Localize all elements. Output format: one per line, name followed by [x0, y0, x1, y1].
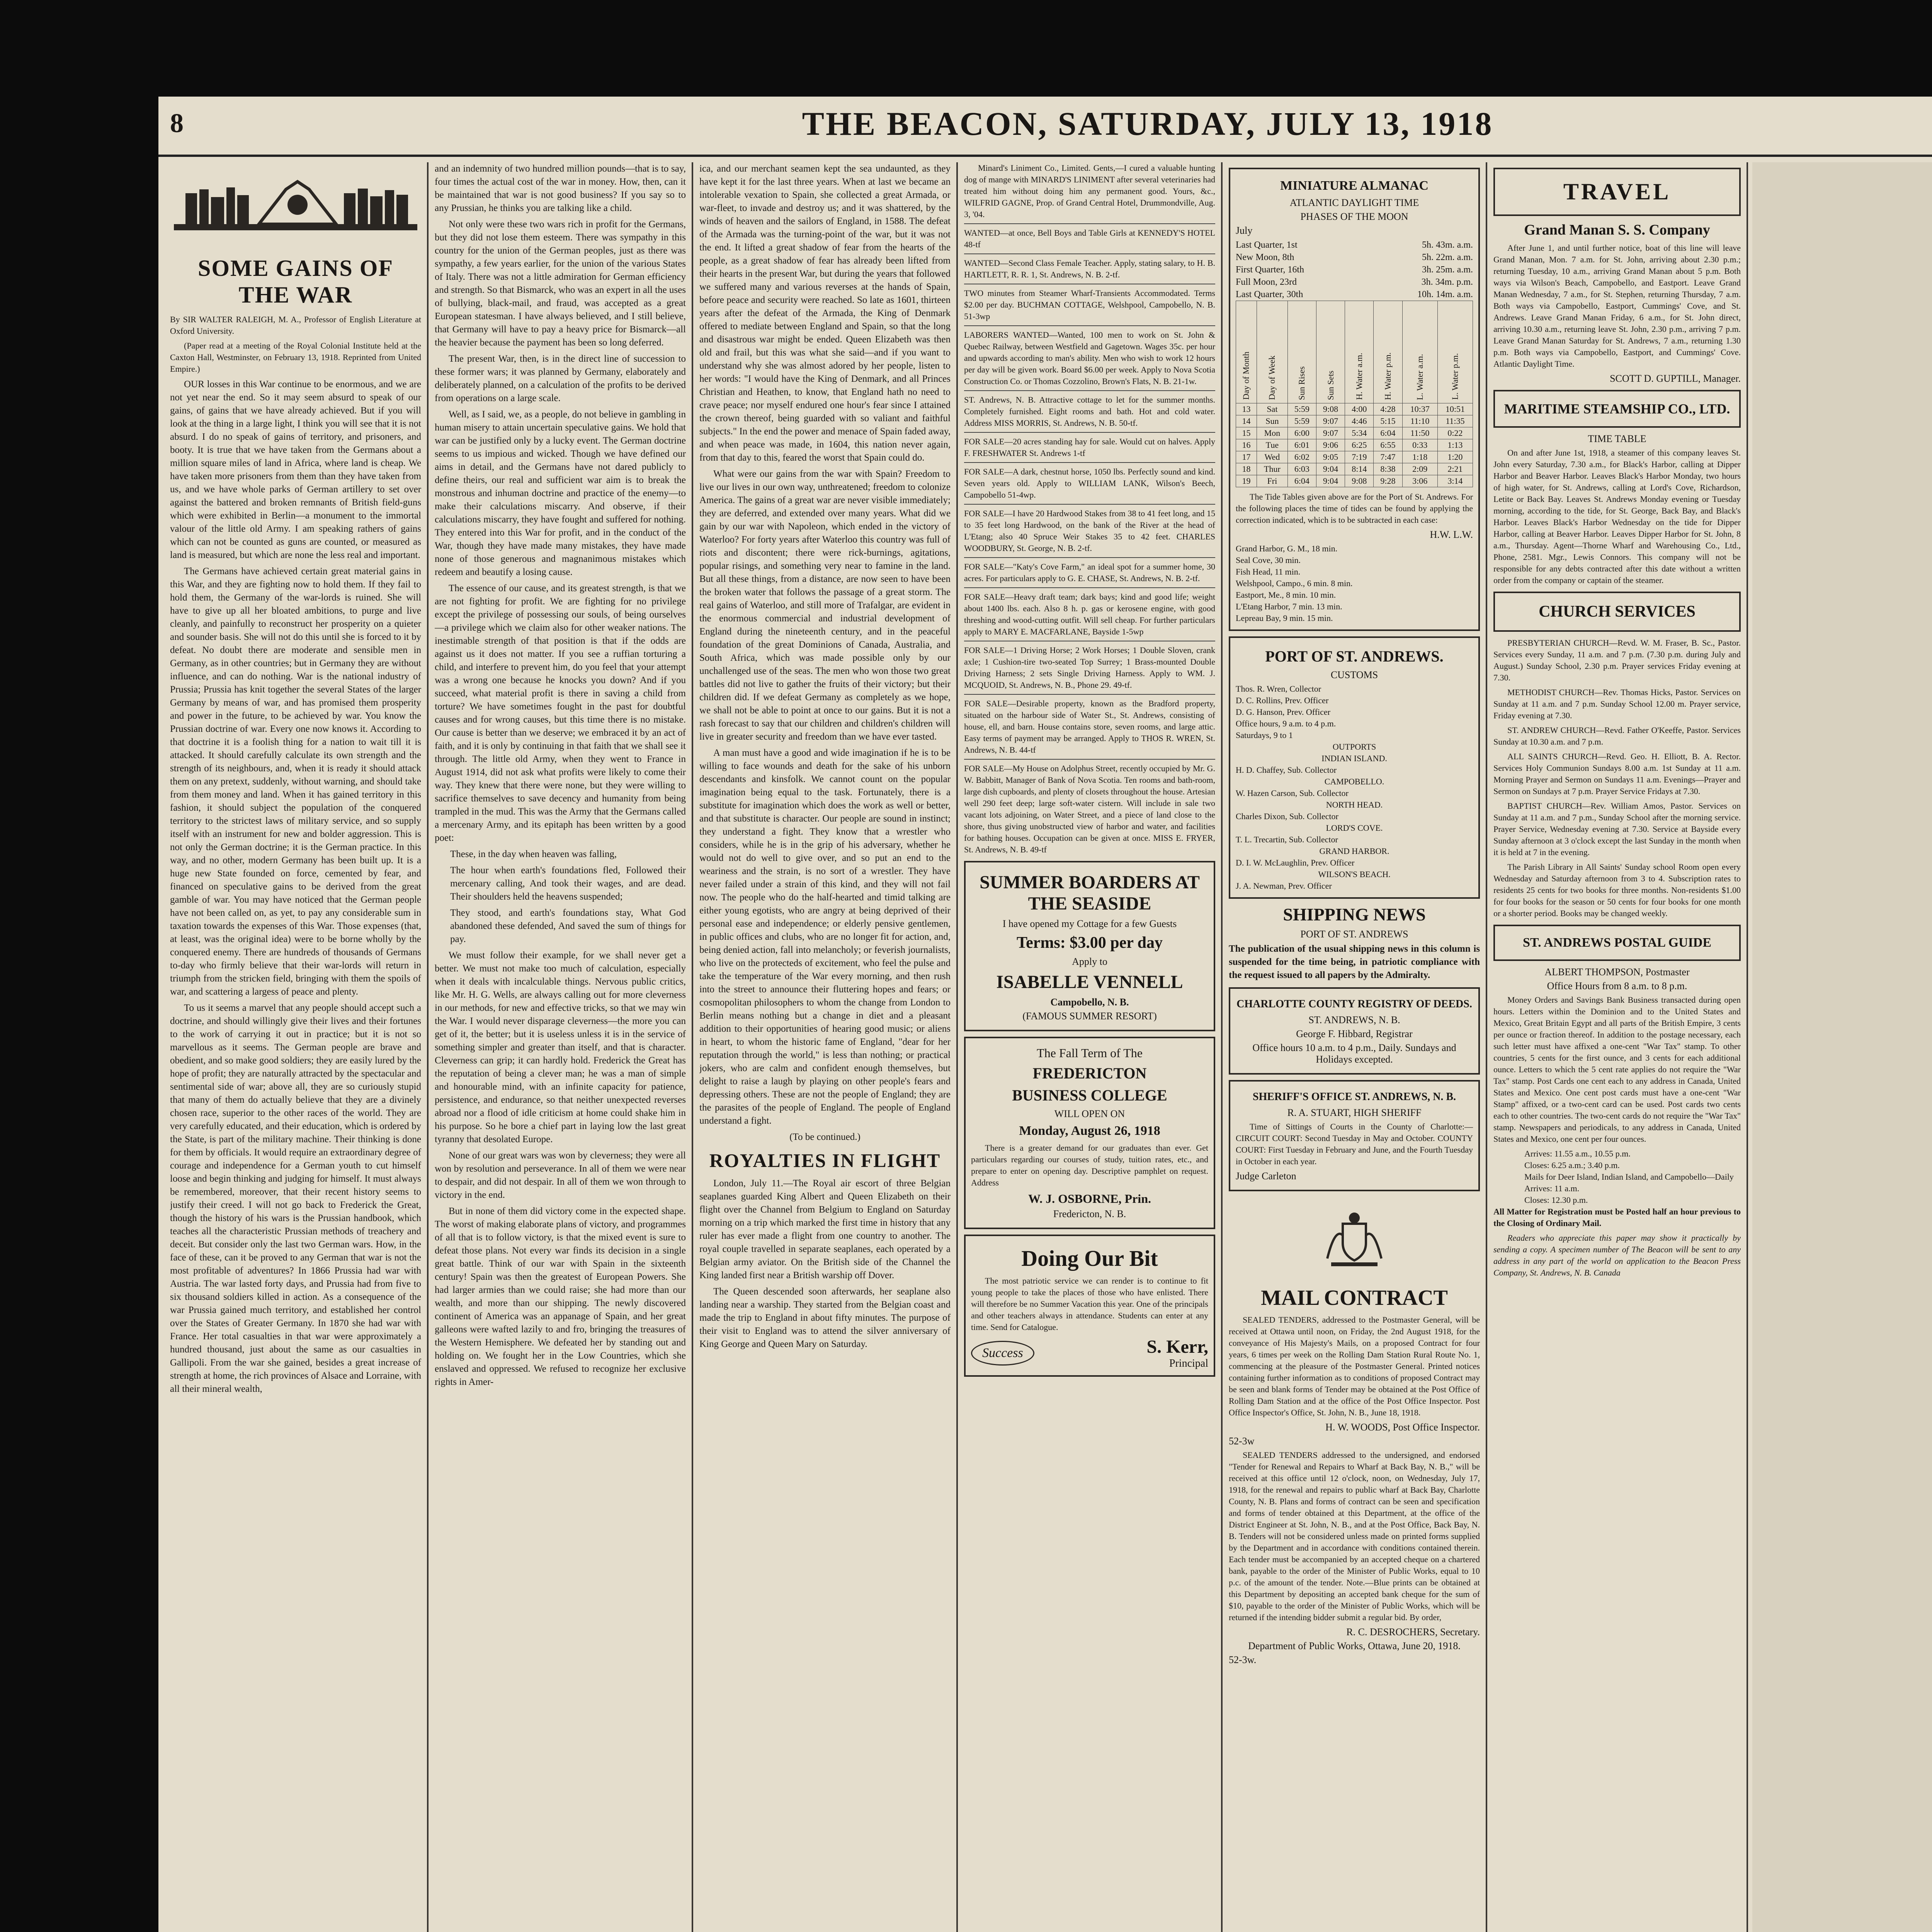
- port-line: H. D. Chaffey, Sub. Collector: [1236, 765, 1337, 775]
- almanac-month: July: [1236, 225, 1253, 236]
- article-paragraph: Well, as I said, we, as a people, do not believe in gambling in human misery to attain uncertain speculative gains. We hold that war can be justified only by a lucky event. The German doctrine seems to us impious and wicked. Though we have defined our aims in detail, and the Germans have not dared publicly to define theirs, our real and sufficient war aim is to break the monstrous and inhuman doctrine and practice of the enemy—to make their calculations miscarry. And observe, if their calculations miscarry, they have fought and suffered for nothing. They entered into this War for profit, and in the conduct of the War, though they have made many mistakes, they have made none of those generous and magnanimous mistakes which redeem and beautify a losing cause.: [435, 409, 686, 577]
- tide-correction: Fish Head, 11 min.: [1236, 567, 1301, 577]
- moon-phase-name: First Quarter, 16th: [1236, 265, 1304, 275]
- article-paragraph: ica, and our merchant seamen kept the sea undaunted, as they have kept it for the last three years. When at last we became an intolerable vexation to Spain, she collected a great Armada, or war-fleet, to invade and destroy us; and it was shattered, by the winds of heaven and the sailors of England, in 1588. The defeat of the Armada was the turning-point of the war, but it was not the end. It lifted a great shadow of fear from the hearts of the people, as a great shadow of fear has already been lifted from their hearts in the present War, but during the years that followed we suffered many and various reverses at the hands of Spain, before peace and security were reached. So late as 1601, thirteen years after the defeat of the Armada, the King of Denmark offered to mediate between England and Spain, so that the long and disastrous war might be ended. Queen Elizabeth was then old and frail, but this was what she said—and if you want to understand why she was almost adored by her people, listen to her words: "I would have the King of Denmark, and all Princes Christian and Heathen, to know, that England hath no need to crave peace; nor myself endured one hour's fear since I attained the crown thereof, being guarded with so valiant and faithful subjects." In the end the power and menace of Spain faded away, and when peace was made, in 1604, this nation never again, from that day to this, feared the worst that Spain could do.: [699, 163, 951, 463]
- tide-cell: 0:33: [1402, 439, 1437, 451]
- tide-cell: 9:04: [1316, 475, 1345, 487]
- masthead: [158, 97, 1932, 157]
- college-name: BUSINESS COLLEGE: [1012, 1087, 1167, 1104]
- travel-company: Grand Manan S. S. Company: [1524, 222, 1710, 238]
- port-sub: CUSTOMS: [1330, 669, 1378, 680]
- tide-cell: Fri: [1257, 475, 1287, 487]
- classified-ad: FOR SALE—A dark, chestnut horse, 1050 lbs. Perfectly sound and kind. Seven years old. Apply to WILLIAM LANK, Wilson's Beech, Campobello 51-4wp.: [964, 462, 1215, 501]
- shipping-sub: PORT OF ST. ANDREWS: [1300, 929, 1408, 940]
- column-3: [699, 162, 951, 1932]
- moon-phases: [1236, 239, 1473, 301]
- mail-body: SEALED TENDERS, addressed to the Postmaster General, will be received at Ottawa until noon, on Friday, the 2nd August 1918, for the conveyance of His Majesty's Mails, on a proposed Contract for four years, 6 times per week on the Rolling Dam Station Rural Route No. 1, commencing at the pleasure of the Postmaster General. Printed notices containing further information as to conditions of proposed Contract may be seen and blank forms of Tender may be obtained at the Post Office of Rolling Dam Station and at the office of the Post Office Inspector. Post Office Inspector's Office, St. John, N. B., June 18, 1918.: [1229, 1315, 1480, 1417]
- postmaster: ALBERT THOMPSON, Postmaster: [1544, 966, 1690, 978]
- tide-cell: Sun: [1257, 415, 1287, 427]
- tide-column-header: [1287, 301, 1316, 403]
- maritime-sub: TIME TABLE: [1588, 433, 1646, 444]
- shipping-headline: SHIPPING NEWS: [1283, 905, 1426, 924]
- mail-headline: MAIL CONTRACT: [1261, 1286, 1448, 1310]
- port-line: D. C. Rollins, Prev. Officer: [1236, 696, 1329, 705]
- port-line: Office hours, 9 a.m. to 4 p.m.: [1236, 719, 1336, 728]
- church-entry: PRESBYTERIAN CHURCH—Revd. W. M. Fraser, B. Sc., Pastor. Services every Sunday, 11 a.m. and 7 p.m. (7.30 p.m. during July and August.) Sunday School, 2.30 p.m. Prayer services Friday evening at 7.30.: [1493, 638, 1741, 682]
- sheriff-headline: SHERIFF'S OFFICE ST. ANDREWS, N. B.: [1252, 1091, 1456, 1103]
- tide-row: [1236, 463, 1473, 475]
- tide-correction: Grand Harbor, G. M., 18 min.: [1236, 544, 1338, 553]
- tide-table: [1236, 301, 1473, 487]
- tide-correction: Seal Cove, 30 min.: [1236, 555, 1301, 565]
- tide-cell: 1:20: [1437, 451, 1473, 463]
- tide-column-label: L. Water p.m.: [1450, 353, 1460, 400]
- tide-column-header: [1374, 301, 1402, 403]
- tide-column-label: Day of Month: [1241, 352, 1251, 400]
- mail-time: Closes: 6.25 a.m.; 3.40 p.m.: [1524, 1160, 1620, 1170]
- tide-column-header: [1402, 301, 1437, 403]
- sheriff-box: [1229, 1080, 1480, 1191]
- mail-signer: H. W. WOODS, Post Office Inspector.: [1325, 1422, 1480, 1433]
- tide-cell: 10:37: [1402, 403, 1437, 415]
- registry-registrar: George F. Hibbard, Registrar: [1296, 1028, 1413, 1039]
- port-line: GRAND HARBOR.: [1319, 846, 1389, 856]
- port-line: T. L. Trecartin, Sub. Collector: [1236, 835, 1338, 844]
- continued-note: (To be continued.): [789, 1132, 861, 1142]
- port-line: INDIAN ISLAND.: [1321, 753, 1387, 763]
- column-6: [1493, 162, 1741, 1932]
- classified-ad: WANTED—at once, Bell Boys and Table Girls at KENNEDY'S HOTEL 48-tf: [964, 223, 1215, 250]
- moon-phase-time: 10h. 14m. a.m.: [1417, 289, 1473, 299]
- moon-phase-time: 3h. 34m. p.m.: [1421, 277, 1473, 287]
- sheriff-body: Time of Sittings of Courts in the County of Charlotte:— CIRCUIT COURT: Second Tuesday in May and October. COUNTY COURT: First Tuesday in February and June, and the Fourth Tuesday in October in each year.: [1236, 1122, 1473, 1166]
- books-ornament-icon: [170, 166, 421, 247]
- classified-ad: FOR SALE—I have 20 Hardwood Stakes from 38 to 41 feet long, and 15 to 35 feet long Hardwood, on the bank of the River at the head of L'Etang; also 40 Spruce Weir Stakes 35 to 42 feet. CHARLES WOODBURY, St. George, N. B. 2-tf.: [964, 504, 1215, 554]
- tide-cell: 9:04: [1316, 463, 1345, 475]
- library-note: The Parish Library in All Saints' Sunday school Room open every Wednesday and Saturday afternoon from 3 to 4. Subscription rates to residents 25 cents for two books for three months. Non-residents $1.00 for four books for the season or 50 cents for four books for one month or a shorter period. Books may be changed weekly.: [1493, 862, 1741, 918]
- tide-cell: 1:13: [1437, 439, 1473, 451]
- port-line: Saturdays, 9 to 1: [1236, 730, 1293, 740]
- maritime-box: [1493, 390, 1741, 428]
- mail-time: Arrives: 11.55 a.m., 10.55 p.m.: [1524, 1149, 1631, 1158]
- college-date: Monday, August 26, 1918: [1019, 1124, 1160, 1138]
- tide-cell: 4:00: [1345, 403, 1374, 415]
- moon-phase-name: Last Quarter, 30th: [1236, 289, 1303, 299]
- church-entry: ALL SAINTS CHURCH—Revd. Geo. H. Elliott, B. A. Rector. Services Holy Communion Sundays 8.00 a.m. 1st Sunday at 11 a.m. Morning Prayer and Sermon on Sundays 11 a.m. Evenings—Prayer and Sermon on Sundays at 7 p.m. Prayer Service Fridays at 7.30.: [1493, 752, 1741, 796]
- church-entry: BAPTIST CHURCH—Rev. William Amos, Pastor. Services on Sunday at 11 a.m. and 7 p.m., Sunday School after the morning service. Prayer Service, Wednesday evening at 7.30. Service at Bayside every Sunday afternoon at 3 o'clock except the last Sunday in the month when it is held at 7 in the evening.: [1493, 801, 1741, 857]
- tide-cell: 6:04: [1287, 475, 1316, 487]
- phases-title: PHASES OF THE MOON: [1300, 211, 1408, 222]
- moon-phase-time: 3h. 25m. a.m.: [1422, 265, 1473, 275]
- tide-cell: 15: [1236, 427, 1257, 439]
- column-rule: [1221, 162, 1223, 1932]
- tide-cell: 3:14: [1437, 475, 1473, 487]
- tide-column-label: H. Water p.m.: [1383, 352, 1393, 400]
- moon-phase-row: [1236, 264, 1473, 276]
- tide-row: [1236, 403, 1473, 415]
- port-line: W. Hazen Carson, Sub. Collector: [1236, 788, 1349, 798]
- column-rule: [1486, 162, 1487, 1932]
- tide-correction: Lepreau Bay, 9 min. 15 min.: [1236, 613, 1333, 623]
- mail-code: 52-3w: [1229, 1435, 1255, 1447]
- college-body: There is a greater demand for our graduates than ever. Get particulars regarding our courses of study, tuition rates, etc., and prepare to enter on opening day. Descriptive pamphlet on request. Address: [971, 1143, 1208, 1187]
- tide-cell: 6:25: [1345, 439, 1374, 451]
- classified-ad: TWO minutes from Steamer Wharf-Transients Accommodated. Terms $2.00 per day. BUCHMAN COTTAGE, Welshpool, Campobello, N. B. 51-3wp: [964, 284, 1215, 322]
- tide-cell: 14: [1236, 415, 1257, 427]
- tide-correction: Welshpool, Campo., 6 min. 8 min.: [1236, 578, 1353, 588]
- boarders-place: Campobello, N. B.: [1050, 997, 1129, 1008]
- tide-cell: Sat: [1257, 403, 1287, 415]
- tide-cell: 4:46: [1345, 415, 1374, 427]
- column-5: [1229, 162, 1480, 1932]
- tide-cell: 9:05: [1316, 451, 1345, 463]
- newspaper-page: [158, 97, 1932, 1932]
- tide-column-label: H. Water a.m.: [1354, 353, 1364, 400]
- headline-royalties: ROYALTIES IN FLIGHT: [709, 1150, 941, 1171]
- tide-cell: Tue: [1257, 439, 1287, 451]
- port-line: NORTH HEAD.: [1326, 800, 1383, 810]
- tide-column-header: [1437, 301, 1473, 403]
- column-1: [170, 162, 421, 1932]
- column-rule: [956, 162, 958, 1932]
- doing-bit-headline: Doing Our Bit: [1021, 1246, 1158, 1271]
- registry-place: ST. ANDREWS, N. B.: [1308, 1014, 1400, 1026]
- postal-box: [1493, 925, 1741, 961]
- tide-correction: Eastport, Me., 8 min. 10 min.: [1236, 590, 1336, 600]
- tide-note: The Tide Tables given above are for the Port of St. Andrews. For the following places the time of tides can be found by applying the correction indicated, which is to be subtracted in each case:: [1236, 492, 1473, 525]
- port-line: OUTPORTS: [1332, 742, 1376, 752]
- port-line: CAMPOBELLO.: [1324, 777, 1384, 786]
- tide-cell: 10:51: [1437, 403, 1473, 415]
- tide-cell: 6:02: [1287, 451, 1316, 463]
- registry-box: [1229, 987, 1480, 1075]
- headline-gains: SOME GAINS OF THE WAR: [197, 255, 394, 308]
- port-line: D. G. Hanson, Prev. Officer: [1236, 707, 1330, 717]
- poem-line: They stood, and earth's foundations stay, What God abandoned these defended, And saved the sum of things for pay.: [450, 908, 686, 944]
- almanac-sub: ATLANTIC DAYLIGHT TIME: [1289, 197, 1419, 208]
- tender-body: SEALED TENDERS addressed to the undersigned, and endorsed "Tender for Renewal and Repairs to Wharf at Back Bay, N. B.," will be received at this office until 12 o'clock, noon, on Wednesday, July 17, 1918, for the renewal and repairs to public wharf at Back Bay, Charlotte County, N. B. Plans and forms of contract can be seen and specification and forms of tender obtained at this Department, at the office of the District Engineer at St. John, N. B., and at the Post Office, Back Bay, N. B. Tenders will not be considered unless made on printed forms supplied by the Department and in accordance with conditions contained therein. Each tender must be accompanied by an accepted cheque on a chartered bank, payable to the order of the Minister of Public Works, equal to 10 p.c. of the amount of the tender. Note.—Blue prints can be obtained at this Department by depositing an accepted bank cheque for the sum of $10, payable to the order of the Minister of Public Works, which will be returned if the intending bidder submit a regular bid. By order,: [1229, 1450, 1480, 1622]
- boarders-line: I have opened my Cottage for a few Guests: [1002, 918, 1177, 929]
- tide-cell: 5:59: [1287, 415, 1316, 427]
- tide-cell: 11:50: [1402, 427, 1437, 439]
- moon-phase-time: 5h. 22m. a.m.: [1422, 252, 1473, 262]
- tide-cell: 11:35: [1437, 415, 1473, 427]
- tender-dept: Department of Public Works, Ottawa, June 20, 1918.: [1248, 1640, 1461, 1651]
- moon-phase-name: Full Moon, 23rd: [1236, 277, 1297, 287]
- tide-cell: 9:07: [1316, 415, 1345, 427]
- tide-cell: 9:08: [1345, 475, 1374, 487]
- boarders-apply: Apply to: [1072, 956, 1107, 967]
- article-paragraph: The essence of our cause, and its greatest strength, is that we are not fighting for profit. We are fighting for no privilege except the privilege of possessing our souls, of being ourselves—a privilege which we claim also for other weaker nations. The inestimable strength of that position is that if the odds are against us it does not matter. If you see a ruffian torturing a child, and interfere to prevent him, do you feel that your attempt was a wrong one because he knocks you down? And if you succeed, what material profit is there in saving a child from torture? We have sometimes fought in the past for doubtful causes and for wrong causes, but this time there is no mistake. Our cause is better than we deserve; we embraced it by an act of faith, and it is only by continuing in that faith that we shall see it through. The little old Army, when they went to France in August 1914, did not ask what profits were likely to come their way. They knew that there were none, but they were willing to sacrifice themselves to save decency and humanity from being trampled in the mud. This was the Army that the Germans called a mercenary Army, and its epitaph has been written by a good poet:: [435, 583, 686, 843]
- article-paragraph: A man must have a good and wide imagination if he is to be willing to face wounds and death for the sake of his unborn descendants and kinsfolk. We cannot count on the popular imagination being equal to the task. Fortunately, there is a substitute for imagination which does the work as well or better, and that substitute is character. Our people are sound in instinct; they understand a fight. They know that a wrestler who considers, while he is in the grip of his adversary, whether he would not do well to give over, and so put an end to the weariness and the strain, is no sort of a wrestler. They have never failed under a strain of this kind, and they will not fail now. The people who do the half-hearted and timid talking are either young egotists, who are angry at being deprived of their personal ease and independence; or elderly pensive gentlemen, in public offices and clubs, who are no longer fit for action, and, being denied action, fall into melancholy; or feverish journalists, who live on the protecteds of excitement, who feel the pulse and take the temperature of the War every morning, and then rush into the street to announce their fluttering hopes and fears; or cosmopolitan philosophers to whom the change from London to Berlin means nothing but a change in diet and a pleasant addition to their opportunities of hearing good music; or aliens in heart, to whom the historic fame of England, "dear for her reputation through the world," is less than nothing; or practical jokers, who are calm and confident enough themselves, but delight to raise a laugh by playing on other people's fears and depressing others. These are not the people of England; they are the parasites of the people of England. The people of England understand a fight.: [699, 748, 951, 1126]
- classified-ad: WANTED—Second Class Female Teacher. Apply, stating salary, to H. B. HARTLETT, R. R. 1, St. Andrews, N. B. 2-tf.: [964, 253, 1215, 281]
- boarders-headline: SUMMER BOARDERS AT THE SEASIDE: [980, 872, 1200, 914]
- tide-column-header: [1257, 301, 1287, 403]
- port-line: WILSON'S BEACH.: [1318, 869, 1391, 879]
- tide-cell: 13: [1236, 403, 1257, 415]
- classified-ad: FOR SALE—20 acres standing hay for sale. Would cut on halves. Apply F. FRESHWATER St. Andrews 1-tf: [964, 432, 1215, 459]
- doing-bit-title: Principal: [1169, 1357, 1208, 1369]
- tide-cell: 9:07: [1316, 427, 1345, 439]
- tide-header: H.W. L.W.: [1430, 529, 1473, 540]
- article-paragraph: The Germans have achieved certain great material gains in this War, and they are fighting now to hold them. If they fail to hold them, the Germany of the war-lords is ruined. She will have to give up all her bloated ambitions, to purge and live cleanly, and painfully to reconstruct her prosperity on a quieter and sounder basis. She will not do this until she is forced to it by defeat. No doubt there are moderate and sensible men in Germany, as in other countries; but in Germany they are without influence, and can do nothing. War is the national industry of Prussia; Prussia has knit together the several States of the larger Germany by means of war, and has promised them prosperity and power in the future, to be achieved by war. You know the Prussian doctrine of war. Every one now knows it. According to that doctrine it is a foolish thing for a nation to wait till it is attacked. It should carefully calculate its own strength and the strength of its neighbours, and, when it is ready it should attack them on any pretext, suddenly, without warning, and should take from them money and land. When it has gained territory in this fashion, it should subject the population of the conquered territory to the strictest laws of military service, and so supply itself with an instrument for new and bolder aggression. This is not only the German doctrine; it is the German practice. In this way, and no other, modern Germany has been built up. It is a huge new State founded on force, cemented by fear, and financed on speculative gains to be derived from the great gamble of war. You may have noticed that the German people have not been called on, as yet, to pay any considerable sum in taxation towards the expenses of this War. Those expenses (that, at least, was the original idea) were to be borne wholly by the conquered enemy. There are hundreds of thousands of Germans to-day who firmly believe that their war-lords will return in triumph from the stricken field, bringing with them the spoils of war, and scattering a largess of peace and plenty.: [170, 566, 421, 997]
- tide-column-header: [1345, 301, 1374, 403]
- newspaper-title: THE BEACON, SATURDAY, JULY 13, 1918: [802, 105, 1493, 142]
- sheriff-judge: Judge Carleton: [1236, 1170, 1296, 1182]
- tide-cell: 6:04: [1374, 427, 1402, 439]
- tide-column-header: [1316, 301, 1345, 403]
- tide-cell: 16: [1236, 439, 1257, 451]
- port-line: J. A. Newman, Prev. Officer: [1236, 881, 1332, 891]
- port-officers: [1236, 683, 1473, 892]
- article-paragraph: To us it seems a marvel that any people should accept such a doctrine, and should willingly give their lives and their fortunes to the work of carrying it out in practice; but it is not so marvellous as it seems. The German people are brave and obedient, and so make good soldiers; they are easily lured by the hope of profit; they are naturally attracted by the spectacular and sentimental side of war; above all, they are so curiously stupid that many of them do actually believe that they are a divinely chosen race, superior to the other races of the world. They are very carefully educated, and their education, which is ordered by the State, is part of the military machine. Their thinking is done for them by officials. It would require an extraordinary degree of courage and independence for a German youth to cut himself loose and begin thinking and judging for himself. It must always be remembered, moreover, that their recent history seems to justify their creed. I will not go back to Frederick the Great, though the history of his wars is the Prussian handbook, which teaches all the characteristic Prussian methods of treachery and deceit. But consider only the last two German wars. How, in the face of these, can it be proved to any German that war is not the most profitable of adventures? In 1866 Prussia had war with Austria. The war lasted forty days, and Prussia had from five to six thousand soldiers killed in action. As a consequence of the war Prussia gained much territory, and established her control over the States of Greater Germany. In 1870 she had war with France. Her total casualties in that war were approximately a hundred thousand, just about the same as our casualties in Gallipoli. From the war she gained, besides a great increase of strength at home, the rich provinces of Alsace and Lorraine, with all their mineral wealth,: [170, 1003, 421, 1394]
- church-headline: CHURCH SERVICES: [1539, 603, 1696, 621]
- tide-correction: L'Etang Harbor, 7 min. 13 min.: [1236, 602, 1342, 611]
- college-signer: W. J. OSBORNE, Prin.: [1028, 1192, 1151, 1206]
- college-name: FREDERICTON: [1032, 1065, 1147, 1082]
- poem-line: The hour when earth's foundations fled, Followed their mercenary calling, And took their wages, and are dead. Their shoulders held the heavens suspended;: [450, 865, 686, 902]
- tide-cell: 5:15: [1374, 415, 1402, 427]
- doing-our-bit-ad: [964, 1235, 1215, 1377]
- moon-phase-row: [1236, 288, 1473, 301]
- column-rule: [692, 162, 693, 1932]
- tide-column-label: Day of Week: [1267, 355, 1277, 400]
- classified-ad: ST. Andrews, N. B. Attractive cottage to let for the summer months. Completely furnished. Eight rooms and bath. Hot and cold water. Address MISS MORRIS, St. Andrews, N. B. 50-tf.: [964, 390, 1215, 429]
- tide-cell: 6:00: [1287, 427, 1316, 439]
- article-paragraph: But in none of them did victory come in the expected shape. The worst of making elaborate plans of victory, and programmes of all that is to follow victory, is that the mixed event is sure to defeat those plans. Not every war finds its decision in a single great battle. Think of our war with Spain in the sixteenth century! Spain was then the greatest of European Powers. She had larger armies than we could raise; she had more than our wealth, and more than our shipping. The newly discovered continent of America was an appanage of Spain, and her great galleons were wafted lazily to and fro, bringing the treasures of the Western Hemisphere. We defeated her by standing out and holding on. We fought her in the Low Countries, which she enslaved and oppressed. We refused to recognize her exclusive rights in Amer-: [435, 1206, 686, 1387]
- tide-cell: 1:18: [1402, 451, 1437, 463]
- mail-times: [1493, 1148, 1741, 1206]
- column-rule: [1747, 162, 1748, 1932]
- boarders-terms: Terms: $3.00 per day: [1017, 934, 1163, 952]
- classified-ad: FOR SALE—"Katy's Cove Farm," an ideal spot for a summer home, 30 acres. For particulars apply to G. E. CHASE, St. Andrews, N. B. 2-tf.: [964, 557, 1215, 584]
- tide-cell: 5:34: [1345, 427, 1374, 439]
- tide-column-label: L. Water a.m.: [1415, 354, 1425, 400]
- article-paragraph: We must follow their example, for we shall never get a better. We must not make too much of calculation, especially when it deals with incalculable things. Nervous public critics, like Mr. H. G. Wells, are always calling out for more cleverness in our methods, for new and effective tricks, so that we may win the War. I would never disparage cleverness—the more you can get of it, the better; but it is useless unless it is in the service of something simpler and greater than itself, and that is character. Cleverness can grip; it can hardly hold. Frederick the Great has the reputation of being a clever man; he was a man of simple and honourable mind, with an infinite capacity for patience, persistence, and endurance, so that neither unexpected reverses abroad nor a flood of idle criticism at home could shake him in his purpose. So he bore a chief part in laying low the last great tyranny that desolated Europe.: [435, 950, 686, 1145]
- tide-row: [1236, 439, 1473, 451]
- doing-bit-signer: S. Kerr,: [1146, 1337, 1208, 1357]
- mail-time: Mails for Deer Island, Indian Island, and Campobello—Daily: [1524, 1172, 1734, 1182]
- travel-box: [1493, 168, 1741, 216]
- tide-cell: 11:10: [1402, 415, 1437, 427]
- page-margin: [1752, 162, 1932, 1932]
- mail-time: Arrives: 11 a.m.: [1524, 1184, 1580, 1193]
- tide-cell: 19: [1236, 475, 1257, 487]
- moon-phase-time: 5h. 43m. a.m.: [1422, 240, 1473, 250]
- almanac-box: [1229, 168, 1480, 631]
- tide-row: [1236, 451, 1473, 463]
- column-2: [435, 162, 686, 1932]
- postal-headline: ST. ANDREWS POSTAL GUIDE: [1522, 935, 1712, 950]
- tide-cell: 5:59: [1287, 403, 1316, 415]
- tide-cell: 18: [1236, 463, 1257, 475]
- tide-row: [1236, 427, 1473, 439]
- tide-cell: 6:55: [1374, 439, 1402, 451]
- college-line: The Fall Term of The: [1037, 1046, 1143, 1060]
- success-logo: Success: [971, 1341, 1034, 1366]
- sheriff-name: R. A. STUART, HIGH SHERIFF: [1287, 1107, 1422, 1118]
- college-ad: [964, 1037, 1215, 1229]
- minard-ad: Minard's Liniment Co., Limited. Gents,—I cured a valuable hunting dog of mange with MINARD'S LINIMENT after several veterinaries had treated him without doing him any permanent good. Yours, &c., WILFRID GAGNE, Prop. of Grand Central Hotel, Drummondville, Aug. 3, '04.: [964, 163, 1215, 219]
- classified-ad: LABORERS WANTED—Wanted, 100 men to work on St. John & Quebec Railway, between Westfield and Gagetown. Wages 35c. per hour and upwards according to man's ability. Men who wish to work 12 hours per day will be given work. Board $6.00 per week. Apply to Nova Scotia Construction Co. or Thomas Cozzolino, Brown's Flats, N. B. 21-1w.: [964, 325, 1215, 387]
- tide-column-header: [1236, 301, 1257, 403]
- maritime-body: On and after June 1st, 1918, a steamer of this company leaves St. John every Saturday, 7.30 a.m., for Black's Harbor, calling at Dipper Harbor and Beaver Harbor. Leaves Black's Harbor Monday, two hours of high water, for St. Andrews, calling at Lord's Cove, Richardson, Letite or Back Bay. Leaves St. Andrews Monday evening or Tuesday morning, according to the tide, for St. George, Back Bay, and Black's Harbor. Leaves Black's Harbor Wednesday on the tide for Dipper Harbor, calling at Beaver Harbor. Leaves Dipper Harbor for St. John, 8 a.m., Thursday. Agent—Thorne Wharf and Warehousing Co., Ltd., Phone, 2581. Mgr., Lewis Connors. This company will not be responsible for any debts contracted after this date without a written order from the company or captain of the steamer.: [1493, 448, 1741, 585]
- postal-body: Money Orders and Savings Bank Business transacted during open hours. Letters within the Dominion and to the United States and Mexico, Great Britain Egypt and all parts of the British Empire, 3 cents per ounce or fraction thereof. In addition to the postage necessary, each such letter must have affixed a one-cent "War Tax" stamp. To other countries, 5 cents for the first ounce, and 3 cents for each additional ounce. Letters to which the 5 cent rate applies do not require the "War Tax" stamp. Post Cards one cent each to any address in Canada, United States and Mexico. One cent post cards must have a one-cent "War Stamp" affixed, or a two-cent card can be used. Post cards two cents each to other countries. The two-cent cards do not require the "War Tax" stamp. Newspapers and periodicals, to any address in Canada, United States and Mexico, one cent per four ounces.: [1493, 995, 1741, 1144]
- port-headline: PORT OF ST. ANDREWS.: [1265, 648, 1444, 665]
- tide-column-label: Sun Sets: [1325, 370, 1335, 400]
- royal-coat-of-arms-icon: [1229, 1197, 1480, 1282]
- moon-phase-row: [1236, 239, 1473, 251]
- boarders-name: ISABELLE VENNELL: [996, 972, 1183, 992]
- tender-signer: R. C. DESROCHERS, Secretary.: [1346, 1626, 1480, 1638]
- almanac-headline: MINIATURE ALMANAC: [1280, 179, 1429, 193]
- tide-cell: Mon: [1257, 427, 1287, 439]
- classified-ad: FOR SALE—1 Driving Horse; 2 Work Horses; 1 Double Sloven, crank axle; 1 Cushion-tire two-seated Top Surrey; 1 Brass-mounted Double Driving Harness; 2 sets Single Driving Harness. Apply to WM. J. MCQUOID, St. Andrews, N. B., Phone 29. 49-tf.: [964, 641, 1215, 691]
- classified-ad: FOR SALE—Heavy draft team; dark bays; kind and good life; weight about 1400 lbs. each. Also 8 h. p. gas or kerosene engine, with good threshing and wood-cutting outfit. Will sell cheap. For further particulars apply to MARY E. MACFARLANE, Bayside 1-5wp: [964, 587, 1215, 638]
- shipping-body: The publication of the usual shipping news in this column is suspended for the time being, in patriotic compliance with the request issued to all papers by the Admiralty.: [1229, 944, 1480, 980]
- editor-note: (Paper read at a meeting of the Royal Colonial Institute held at the Caxton Hall, Westminster, on February 13, 1918. Reprinted from United Empire.): [170, 341, 421, 374]
- moon-phase-row: [1236, 276, 1473, 288]
- port-line: LORD'S COVE.: [1326, 823, 1383, 833]
- church-entry: ST. ANDREW CHURCH—Revd. Father O'Keeffe, Pastor. Services Sunday at 10.30 a.m. and 7 p.m.: [1493, 725, 1741, 747]
- tide-row: [1236, 415, 1473, 427]
- tide-cell: 0:22: [1437, 427, 1473, 439]
- college-city: Fredericton, N. B.: [1053, 1208, 1126, 1219]
- tide-cell: 17: [1236, 451, 1257, 463]
- church-entry: METHODIST CHURCH—Rev. Thomas Hicks, Pastor. Services on Sunday at 11 a.m. and 7 p.m. Sunday School 12.00 m. Prayer service, Friday evening at 7.30.: [1493, 687, 1741, 720]
- tide-corrections: [1236, 543, 1473, 624]
- boarders-resort: (FAMOUS SUMMER RESORT): [1022, 1010, 1157, 1022]
- tide-cell: 7:19: [1345, 451, 1374, 463]
- readers-note: Readers who appreciate this paper may show it practically by sending a copy. A specimen number of The Beacon will be sent to any address in any part of the world on application to the Beacon Press Company, St. Andrews, N. B. Canada: [1493, 1233, 1741, 1277]
- tide-cell: Wed: [1257, 451, 1287, 463]
- postal-hours: Office Hours from 8 a.m. to 8 p.m.: [1547, 980, 1687, 992]
- tide-row: [1236, 475, 1473, 487]
- tide-cell: 2:09: [1402, 463, 1437, 475]
- classified-ad: FOR SALE—My House on Adolphus Street, recently occupied by Mr. G. W. Babbitt, Manager of Bank of Nova Scotia. Ten rooms and bath-room, large dish cupboards, and plenty of closets throughout the house. Artesian well 290 feet deep; large soft-water cistern. Will include in sale two vacant lots adjoining, on Water Street, and a piece of land close to the shore, thus giving unobstructed view of harbor and water, and facilities for bathing houses. Occupation can be given at once. MISS E. FRYER, St. Andrews, N. B. 49-tf: [964, 759, 1215, 855]
- moon-phase-row: [1236, 251, 1473, 264]
- article-paragraph: Not only were these two wars rich in profit for the Germans, but they did not lose them esteem. There was sympathy in this country for the union of the German peoples, just as there was sympathy, a few years earlier, for the union of the various States of Italy. There was not a little admiration for German efficiency and strength. So that Bismarck, who was an expert in all the uses of bullying, black-mail, and fraud, was accepted as a great European statesman. I have always believed, and I still believe, that Germany will have to pay a heavy price for Bismarck—all the heavier because the payment has been so long deferred.: [435, 219, 686, 348]
- article-paragraph: None of our great wars was won by cleverness; they were all won by resolution and perseverance. In all of them we were near to despair, and did not despair. In all of them we won through to victory in the end.: [435, 1150, 686, 1200]
- column-4-classifieds: [964, 162, 1215, 1932]
- tide-cell: 9:08: [1316, 403, 1345, 415]
- tide-cell: 8:38: [1374, 463, 1402, 475]
- moon-phase-name: Last Quarter, 1st: [1236, 240, 1298, 250]
- tide-column-label: Sun Rises: [1297, 366, 1307, 400]
- tide-cell: 6:01: [1287, 439, 1316, 451]
- tide-cell: 7:47: [1374, 451, 1402, 463]
- registry-headline: CHARLOTTE COUNTY REGISTRY OF DEEDS.: [1236, 998, 1472, 1010]
- tide-cell: Thur: [1257, 463, 1287, 475]
- article-paragraph: and an indemnity of two hundred million pounds—that is to say, four times the actual cost of the war in money. How, then, can it be maintained that war is not good business? If you say so to any Prussian, he thinks you are talking like a child.: [435, 163, 686, 213]
- port-line: Charles Dixon, Sub. Collector: [1236, 811, 1338, 821]
- article-paragraph: What were our gains from the war with Spain? Freedom to live our lives in our own way, unthreatened; freedom to colonize America. The gains of a great war are never visible immediately; they are deferred, and extended over many years. What did we gain by our war with Napoleon, which ended in the victory of Waterloo? For forty years after Waterloo this country was full of riots and discontent; there were rick-burnings, agitations, popular risings, and something very near to famine in the land. But all these things, from a distance, are now seen to have been the broken water that follows the passage of a great storm. The real gains of Waterloo, and still more of Trafalgar, are evident in the enormous commercial and industrial development of England during the nineteenth century, and in the peaceful foundation of the great Dominions of Canada, Australia, and South Africa, which was made possible only by our unchallenged use of the seas. The men who won those two great battles did not live to gather the fruits of their victory; but their children did. If we defeat Germany as completely as we hope, we shall not be able to point at once to our gains. But it is not a rash forecast to say that our children and children's children will live in greater security and freedom than we have ever tasted.: [699, 469, 951, 742]
- column-rule: [427, 162, 429, 1932]
- church-list: [1493, 637, 1741, 858]
- travel-signer: SCOTT D. GUPTILL, Manager.: [1610, 373, 1741, 384]
- college-line: WILL OPEN ON: [1054, 1108, 1125, 1119]
- port-line: Thos. R. Wren, Collector: [1236, 684, 1321, 694]
- tide-cell: 6:03: [1287, 463, 1316, 475]
- maritime-headline: MARITIME STEAMSHIP CO., LTD.: [1504, 401, 1730, 417]
- port-box: [1229, 636, 1480, 899]
- poem-line: These, in the day when heaven was falling,: [450, 849, 617, 859]
- church-box: [1493, 592, 1741, 632]
- byline: By SIR WALTER RALEIGH, M. A., Professor of English Literature at Oxford University.: [170, 315, 421, 336]
- mail-time: Closes: 12.30 p.m.: [1524, 1195, 1588, 1205]
- moon-phase-name: New Moon, 8th: [1236, 252, 1294, 262]
- classified-list: [964, 223, 1215, 855]
- article-paragraph: OUR losses in this War continue to be enormous, and we are not yet near the end. So it may seem absurd to speak of our gains, of gains that we have already achieved. But if you will look at the thing in a large light, I think you will see that it is not absurd. I do no speak of gains of territory, and prisoners, and booty. It is true that we have taken from the Germans about a million square miles of land in Africa, where land is cheap. We have taken more prisoners from them than they have taken from us, and we have whole parks of German artillery to set over against the battered and broken remnants of British field-guns which were exhibited in Berlin—a monument to the immortal valour of the little old Army. I am speaking rathers of gains which can not be counted as guns are counted, or measured as land is measured, but which are none the less real and important.: [170, 379, 421, 560]
- doing-bit-body: The most patriotic service we can render is to continue to fit young people to take the places of those who have enlisted. There will therefore be no Summer Vacation this year. One of the principals and other teachers always in attendance. Students can enter at any time. Send for Catalogue.: [971, 1276, 1208, 1332]
- article-paragraph: London, July 11.—The Royal air escort of three Belgian seaplanes guarded King Albert and Queen Elizabeth on their flight over the Channel from Belgium to England on Saturday morning on a trip which marked the first time in history that any ruler has ever made a flight from one country to another. The royal couple travelled in separate seaplanes, each operated by a Belgian army aviator. On the British side of the Channel the King landed first near a British warship off Dover.: [699, 1178, 951, 1281]
- port-line: D. I. W. McLaughlin, Prev. Officer: [1236, 858, 1355, 867]
- tide-cell: 9:06: [1316, 439, 1345, 451]
- summer-boarders-ad: [964, 861, 1215, 1031]
- article-paragraph: The present War, then, is in the direct line of succession to these former wars; it was planned by Germany, elaborately and deliberately planned, on a calculation of the profits to be derived from operations on a large scale.: [435, 354, 686, 403]
- tide-cell: 3:06: [1402, 475, 1437, 487]
- tide-cell: 2:21: [1437, 463, 1473, 475]
- tide-cell: 9:28: [1374, 475, 1402, 487]
- registration-note: All Matter for Registration must be Posted half an hour previous to the Closing of Ordinary Mail.: [1493, 1207, 1741, 1228]
- tide-cell: 8:14: [1345, 463, 1374, 475]
- tide-cell: 4:28: [1374, 403, 1402, 415]
- tender-code: 52-3w.: [1229, 1654, 1257, 1665]
- classified-ad: FOR SALE—Desirable property, known as the Bradford property, situated on the harbour side of Water St., St. Andrews, consisting of house, ell, and barn. House contains store, seven rooms, and large attic. Easy terms of payment may be arranged. Apply to THOS R. WREN, St. Andrews, N. B. 44-tf: [964, 694, 1215, 756]
- travel-headline: TRAVEL: [1563, 179, 1671, 204]
- travel-body: After June 1, and until further notice, boat of this line will leave Grand Manan, Mon. 7 a.m. for St. John, arriving about 2.30 p.m.; returning Tuesday, 10 a.m., arriving Grand Manan about 5 p.m. Both ways via Wilson's Beach, Campobello, and Eastport. Leave Grand Manan Wednesday, 7 a.m., for St. Stephen, returning Thursday, 7 a.m. Both ways via Campobello, Eastport, Cummings' Cove, and St. Andrews. Leave Grand Manan Friday, 6 a.m., for St. John direct, arriving 10.30 a.m., returning leave St. John, 2.30 p.m., arriving 7 p.m. Leave Grand Manan Saturday for St. Andrews, 7 a.m., returning 1.30 p.m. Both ways via Campobello, Eastport, and Cummings' Cove. Atlantic Daylight Time.: [1493, 243, 1741, 369]
- article-paragraph: The Queen descended soon afterwards, her seaplane also landing near a warship. They started from the Belgian coast and made the trip to England in about fifty minutes. The purpose of their visit to England was to attend the silver anniversary of King George and Queen Mary on Saturday.: [699, 1286, 951, 1349]
- registry-hours: Office hours 10 a.m. to 4 p.m., Daily. Sundays and Holidays excepted.: [1252, 1042, 1456, 1065]
- page-number: 8: [170, 109, 184, 138]
